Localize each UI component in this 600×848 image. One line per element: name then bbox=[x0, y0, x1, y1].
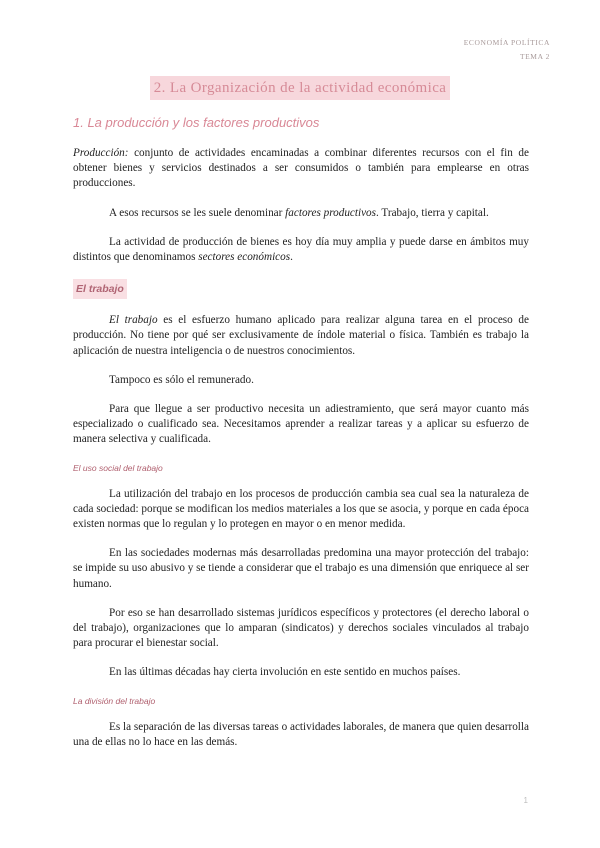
paragraph-uso-social-3: Por eso se han desarrollado sistemas jurídicos específicos y protectores (el derecho laboral o del trabajo), organizaciones que lo amparan (sindicatos) y derechos sociales vinculados al trabajo para procurar el bienestar social. bbox=[73, 606, 529, 650]
paragraph-uso-social-4: En las últimas décadas hay cierta involución en este sentido en muchos países. bbox=[109, 666, 461, 679]
paragraph-trabajo-definicion bbox=[73, 313, 529, 359]
paragraph-uso-social-2: En las sociedades modernas más desarrolladas predomina una mayor protección del trabajo: se impide su uso abusivo y se tiende a considerar que el trabajo es una dimensión que enriquece al ser humano. bbox=[73, 547, 529, 590]
paragraph-remunerado: Tampoco es sólo el remunerado. bbox=[109, 373, 254, 386]
text-run: . Trabajo, tierra y capital. bbox=[376, 206, 489, 219]
subheading-division: La división del trabajo bbox=[73, 695, 156, 706]
text-run: La actividad de producción de bienes es hoy día muy amplia y puede darse en ámbitos muy distintos que denominamos bbox=[73, 235, 529, 264]
header-subject: ECONOMÍA POLÍTICA bbox=[463, 38, 550, 47]
paragraph-uso-social-1: La utilización del trabajo en los procesos de producción cambia sea cual sea la naturaleza de cada sociedad: porque se modifican los medios materiales a los que se asocia, y porque en cada época existen normas que lo regulan y lo protegen en mayor o en menor medida. bbox=[73, 487, 529, 531]
running-header bbox=[464, 36, 550, 64]
paragraph-sectores bbox=[73, 235, 529, 265]
page-number: 1 bbox=[523, 796, 528, 805]
title-wrap bbox=[0, 76, 600, 100]
document-body bbox=[73, 114, 529, 764]
paragraph-factores bbox=[73, 206, 529, 221]
header-unit: TEMA 2 bbox=[519, 52, 550, 61]
paragraph-division-1: Es la separación de las diversas tareas o actividades laborales, de manera que quien desarrolla una de ellas no lo hace en las demás. bbox=[73, 720, 529, 748]
text-run: es el esfuerzo humano aplicado para realizar alguna tarea en el proceso de producción. No tiene por qué ser exclusivamente de índole material o física. También es trabajo la aplicación de nuestra inteligencia o de nuestros conocimientos. bbox=[73, 314, 529, 357]
paragraph-adiestramiento: Para que llegue a ser productivo necesita un adiestramiento, que será mayor cuanto más especializado o cualificado sea. Necesitamos aprender a realizar tareas y a aplicar su esfuerzo de manera selectiva y cualificada. bbox=[73, 403, 529, 446]
paragraph-produccion-definicion bbox=[73, 146, 529, 192]
subheading-uso-social: El uso social del trabajo bbox=[73, 462, 163, 473]
term-trabajo: El trabajo bbox=[109, 314, 158, 327]
section-heading-trabajo: El trabajo bbox=[73, 279, 127, 299]
page-title: 2. La Organización de la actividad económica bbox=[150, 76, 451, 100]
term-sectores-economicos: sectores económicos bbox=[198, 251, 291, 264]
term-produccion: Producción: bbox=[73, 147, 129, 159]
text-run: . bbox=[290, 251, 293, 264]
section-heading-produccion: 1. La producción y los factores productivos bbox=[73, 115, 320, 130]
term-factores-productivos: factores productivos bbox=[285, 206, 377, 219]
text-run: A esos recursos se les suele denominar bbox=[109, 206, 286, 219]
definition-text: conjunto de actividades encaminadas a combinar diferentes recursos con el fin de obtener bienes y servicios destinados a ser consumidos o también para emplearse en otras producciones. bbox=[73, 147, 529, 190]
